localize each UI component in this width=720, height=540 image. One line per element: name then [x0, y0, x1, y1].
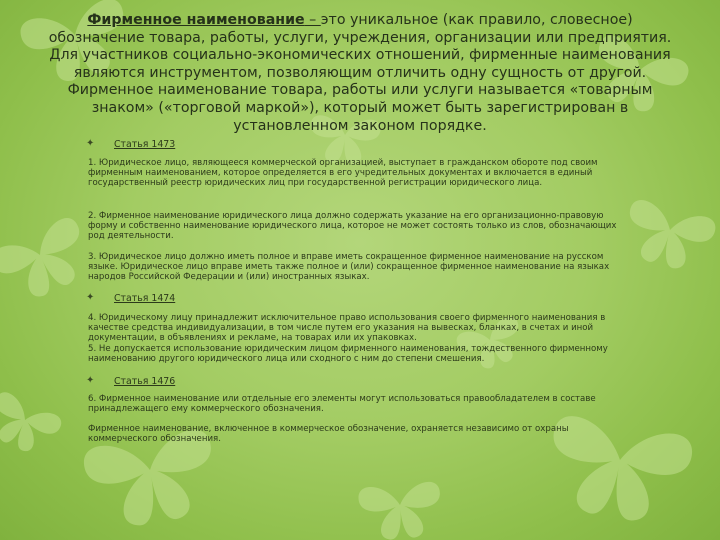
paragraph: 5. Не допускается использование юридическим лицом фирменного наименования, тождественного фирменному наименованию другого юридического лица или сходного с ним до степени смешения. [88, 344, 608, 365]
butterfly-icon [0, 214, 99, 310]
paragraph: Фирменное наименование, включенное в коммерческое обозначение, охраняется независимо от охраны коммерческого обозначения. [88, 424, 569, 445]
paragraph: 2. Фирменное наименование юридического лица должно содержать указание на его организационно-правовую форму и собственно наименование юридического лица, которое не может состоять только из слов, обозначающих род деятельности. [88, 211, 617, 242]
book-bullet-icon: ✦ [86, 292, 95, 303]
article-1474-link[interactable]: Статья 1474 [114, 293, 176, 304]
butterfly-icon [358, 481, 444, 540]
book-bullet-icon: ✦ [86, 138, 95, 149]
defined-term: Фирменное наименование [87, 12, 305, 28]
butterfly-icon [0, 389, 64, 461]
definition-text: это уникальное (как правило, словесное) обозначение товара, работы, услуги, учреждения, организации или предприятия. Для участников социально-экономических отношений, фирменные наименования являются инструментом, позволяющим отличить одну сущность от другой. Фирменное наименование товара, работы или услуги называется «товарным знаком» («торговой маркой»), который может быть зарегистрирован в установленном законом порядке. [48, 12, 672, 134]
paragraph: 3. Юридическое лицо должно иметь полное и вправе иметь сокращенное фирменное наименование на русском языке. Юридическое лицо вправе иметь также полное и (или) сокращенное фирменное наименование на языках народов Российской Федерации и (или) иностранных языках. [88, 252, 610, 283]
paragraph: 6. Фирменное наименование или отдельные его элементы могут использоваться правообладателем в составе принадлежащего ему коммерческого обозначения. [88, 394, 596, 415]
term-dash: – [304, 12, 321, 28]
paragraph: 4. Юридическому лицу принадлежит исключительное право использования своего фирменного наименования в качестве средства индивидуализации, в том числе путем его указания на вывесках, бланках, в счетах и иной документации, в объявлениях и рекламе, на товарах или их упаковках. [88, 313, 606, 344]
article-1476-link[interactable]: Статья 1476 [114, 376, 176, 387]
article-1473-link[interactable]: Статья 1473 [114, 139, 176, 150]
paragraph: 1. Юридическое лицо, являющееся коммерческой организацией, выступает в гражданском обороте под своим фирменным наименованием, которое определяется в его учредительных документах и включается в единый государственный реестр юридических лиц при государственной регистрации юридического лица. [88, 158, 598, 189]
book-bullet-icon: ✦ [86, 375, 95, 386]
intro-definition [38, 12, 682, 135]
